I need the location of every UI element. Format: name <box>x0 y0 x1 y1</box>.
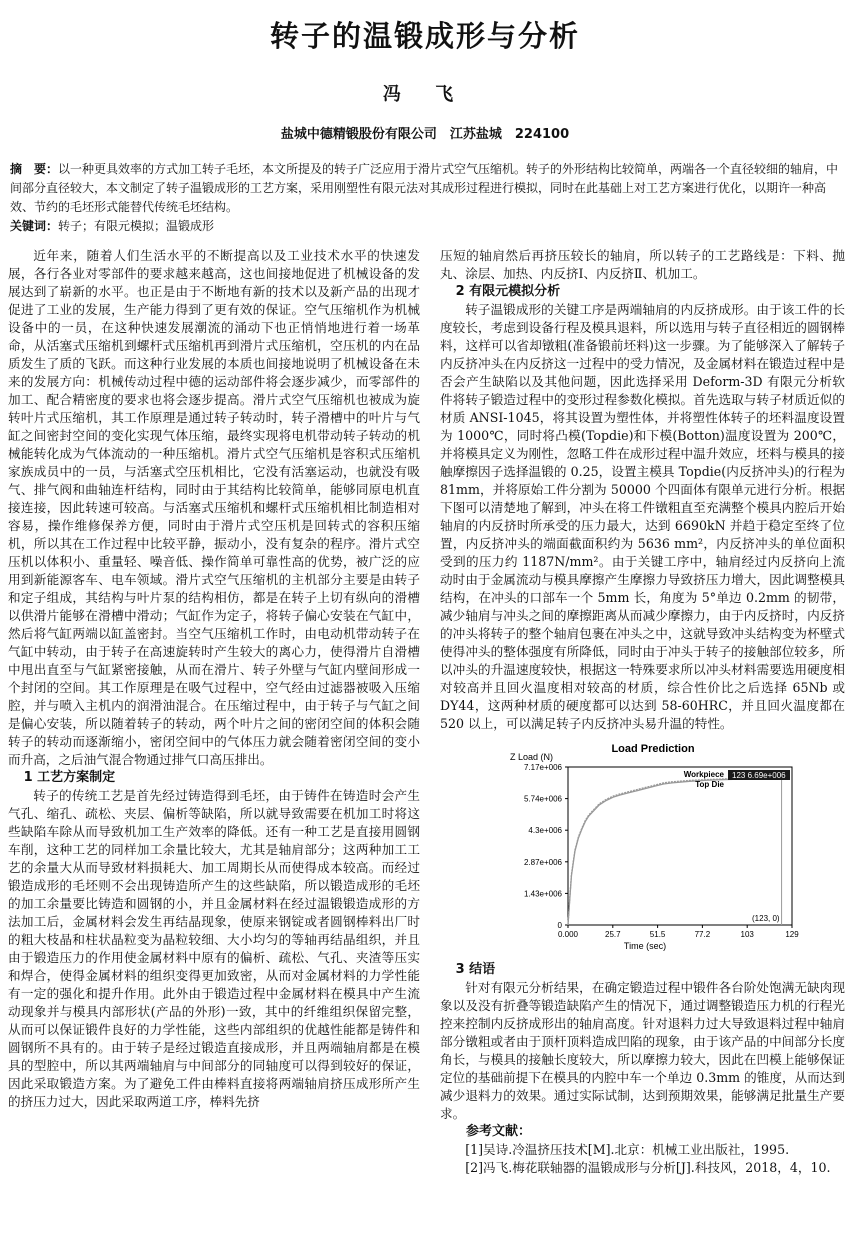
abstract-text: 以一种更具效率的方式加工转子毛坯，本文所提及的转子广泛应用于滑片式空气压缩机。转子的外形结构比较简单，两端各一个直径较细的轴肩，中间部分直径较大，本文制定了转子温锻成形的工艺方案，采用刚塑性有限元法对其成形过程进行模拟，同时在此基础上对工艺方案进行优化，以期许一种高效、节约的毛坯形式能替代传统毛坯结构。 <box>10 162 839 214</box>
abstract-paragraph <box>10 160 840 217</box>
y-tick-label: 0 <box>557 921 562 930</box>
chart-legend <box>684 770 790 789</box>
y-tick-label: 2.87e+006 <box>523 857 562 867</box>
series-line-workpiece <box>568 778 782 925</box>
y-tick-label: 4.3e+006 <box>528 826 562 836</box>
x-tick-label: 129 <box>785 930 799 939</box>
y-tick-label: 1.43e+006 <box>523 889 562 899</box>
chart-title: Load Prediction <box>611 743 695 755</box>
legend-entry: Top Die <box>695 780 724 789</box>
abstract-label: 摘 要： <box>10 162 59 176</box>
section2-paragraph: 转子温锻成形的关键工序是两端轴肩的内反挤成形。由于该工件的长度较长，考虑到设备行程及模具退料，所以选用与转子直径相近的圆钢棒料，这样可以省却镦粗(准备锻前坯料)这一步骤。为了能够深入了解转子内反挤冲头在内反挤这一过程中的受力情况，及金属材料在锻造过程中是否会产生缺陷以及其他问题，因此选择采用 Deform-3D 有限元分析软件将转子锻造过程中的变形过程参数化模拟。首先选取与转子材质近似的材质 ANSI-1045，将其设置为塑性体，并将塑性体转子的坯料温度设置为 1000℃，同时将凸模(Topdie)和下模(Botton)温度设置为 200℃，并将模具定义为刚性，忽略工件在成形过程中温升效应，坯料与模具的接触摩擦因子选择温锻的 0.25，设置主模具 Topdie(内反挤冲头)的行程为 81mm，并将原始工件分割为 50000 个四面体有限单元进行分析。根据下图可以清楚地了解到，冲头在将工件镦粗直至充满整个模具内腔后开始轴肩的内反挤时所承受的压力最大，达到 6690kN 并趋于稳定至终了位置，内反挤冲头的端面截面积约为 5636 mm²，内反挤冲头的单位面积受到的压力约 1187N/mm²。由于关键工序中，轴肩经过内反挤向上流动时由于金属流动与模具摩擦产生摩擦力导致挤压力增大，因此调整模具结构，在冲头的口部车一个 5mm 长，角度为 5°单边 0.2mm 的韧带，减少轴肩与冲头之间的摩擦距离从而减少摩擦力，由于内反挤时，内反挤的冲头将转子的整个轴肩包裹在冲头之中，这就导致冲头结构变为杯壁式使得冲头的整体强度有所降低，同时由于冲头于转子的接触部位较多，所以冲头的升温速度较快，根据这一特殊要求所以冲头材料需要选用硬度相对较高并且回火温度相对较高的材质，综合性价比之后选择 65Nb 或 DY44，这两种材质的硬度都可以达到 58-60HRC，并且回火温度都在 520 以上，可以满足转子内反挤冲头易升温的特性。 <box>440 302 845 731</box>
x-tick-label: 51.5 <box>649 930 666 939</box>
keywords-text: 转子；有限元模拟；温锻成形 <box>58 219 215 233</box>
intro-paragraph: 近年来，随着人们生活水平的不断提高以及工业技术水平的快速发展，各行各业对零部件的要求越来越高，这也间接地促进了机械设备的发展达到了崭新的水平。也正是由于不断地有新的技术以及新产品的出现才促进了工业的发展，生产能力得到了更有效的保证。空气压缩机作为机械设备中的一员，在这种快速发展潮流的涌动下也正悄悄地进行着一场革命，从活塞式压缩机到螺杆式压缩机再到滑片式压缩机，空压机的内在品质发生了质的飞跃。而这种行业发展的本质也间接地说明了机械设备在未来的发展方向：机械传动过程中德的运动部件将会逐步减少，而零部件的加工、配合精密度的要求也将会逐步提高。滑片式空气压缩机也被成为旋转叶片式压缩机，其工作原理是通过转子转动时，转子滑槽中的叶片与气缸之间密封空间的变化实现气体压缩，最终实现将电机带动转子转动的机械能转化成为气体流动的一种压缩机。滑片式空气压缩机是容积式压缩机家族成员中的一员，与活塞式空压机相比，它没有活塞运动，也就没有吸气、排气阀和曲轴连杆结构，同时由于其结构比较简单，能够同原电机直接连接，因此转速可较高。与活塞式压缩机和螺杆式压缩机相比制造相对容易，操作维修保养方便，同时由于滑片式空压机是回转式的容积压缩机，所以其在工作过程中比较平静，振动小，没有复杂的程序。滑片式空压机以体积小、重量轻、噪音低、操作简单可靠性高的优势，被广泛的应用到新能源客车、电车领域。滑片式空气压缩机的主机部分主要是由转子和定子组成，其结构与叶片泵的结构相仿，都是在转子上切有纵向的滑槽以供滑片能够在滑槽中滑动；气缸作为定子，将转子偏心安装在气缸中，然后将气缸两端以缸盖密封。当空气压缩机工作时，由电动机带动转子在气缸中转动，由于转子在高速旋转时产生较大的离心力，使得滑片自滑槽中甩出直至与气缸紧密接触，从而在滑片、转子外壁与气缸内壁间形成一个封闭的空间。其工作原理是在吸气过程中，空气经由过滤器被吸入压缩腔，并与喷入主机内的润滑油混合。在压缩过程中，由于转子与气缸之间是偏心安装，所以随着转子的转动，两个叶片之间的密闭空间的体积会随转子的转动而逐渐缩小，密闭空间中的气体压力就会随着密闭空间的变小而升高，之后油气混合物通过排气口高压排出。 <box>8 248 420 767</box>
readout-text: 123 6.69e+006 <box>732 771 786 780</box>
keywords-line <box>10 217 840 236</box>
section3-paragraph: 针对有限元分析结果，在确定锻造过程中锻件各台阶处饱满无缺肉现象以及没有折叠等锻造缺陷产生的情况下，通过调整锻造压力机的行程光控来控制内反挤成形出的轴肩高度。针对退料力过大导致退料过程中轴肩部分镦粗或者由于顶杆顶料造成凹陷的现象，由于该产品的中间部分长度角长，与模具的接触长度较大，所以摩擦力较大，因此在凹模上能够保证定位的基础前提下在模具的内腔中车一个单边 0.3mm 的锥度，从而达到减少退料力的效果。通过实际试制，达到预期效果，能够满足批量生产要求。 <box>440 980 845 1121</box>
references-heading: 参考文献： <box>466 1124 532 1139</box>
section1-heading: 1 工艺方案制定 <box>23 770 116 785</box>
chart-end-label: (123, 0) <box>752 914 780 923</box>
x-tick-label: 25.7 <box>605 930 621 939</box>
legend-entry: Workpiece <box>683 770 724 779</box>
chart-ticks <box>524 763 799 939</box>
chart-y-axis-label: Z Load (N) <box>510 752 554 762</box>
reference-item: [2]冯飞.梅花联轴器的温锻成形与分析[J].科技风，2018，4，10. <box>465 1160 831 1175</box>
chart-series <box>568 778 782 925</box>
paper-title: 转子的温锻成形与分析 <box>269 19 580 53</box>
keywords-label: 关键词： <box>10 219 59 233</box>
author-name: 冯 飞 <box>382 84 468 105</box>
chart-axes <box>568 767 792 925</box>
section1-paragraph: 转子的传统工艺是首先经过铸造得到毛坯，由于铸件在铸造时会产生气孔、缩孔、疏松、夹层、偏析等缺陷，所以就导致需要在机加工时将这些缺陷车除从而导致机加工生产效率的降低。还有一种工艺是直接用圆钢车削，这种工艺的同样加工余量比较大，尤其是轴肩部分；这两种加工工艺的余量大从而导致材料损耗大、加工周期长从而使得成本较高。而经过锻造成形的毛坯则不会出现铸造所产生的这些缺陷，所以锻造成形的毛坯的加工余量要比铸造和圆钢的小，并且金属材料在经过温锻锻造成形的方法加工后，金属材料会发生再结晶现象，使原来钢锭或者圆钢棒料出厂时的粗大枝晶和柱状晶粒变为晶粒较细、大小均匀的等轴再结晶组织，并且由于锻造压力的作用使金属材料中原有的偏析、疏松、气孔、夹渣等压实和焊合，使得金属材料的组织变得更加致密，从而对金属材料的力学性能有一定的强化和提升作用。此外由于锻造过程中金属材料在模具中产生流动现象并与模具内部形状(产品的外形)一致，其中的纤维组织保留完整，从而可以保证锻件良好的力学性能，这些内部组织的优越性能都是铸件和圆钢所不具有的。由于转子是经过锻造直接成形，并且两端轴肩都是在模具的型腔中，所以其两端轴肩与中间部分的同轴度可以得到较好的保证，因此采取锻造方案。为了避免工件由棒料直接将两端轴肩挤压成形所产生的挤压力过大，因此采取两道工序，棒料先挤 <box>8 788 420 1109</box>
affiliation: 盐城中德精锻股份有限公司 江苏盐城 224100 <box>280 127 570 142</box>
x-tick-label: 77.2 <box>694 930 711 939</box>
abstract-block <box>10 160 840 236</box>
chart-svg <box>440 741 845 955</box>
x-tick-label: 103 <box>740 930 754 939</box>
chart-plot-frame <box>568 767 792 925</box>
chart-cursor-readout <box>728 770 790 780</box>
series-line-top-die <box>568 778 782 925</box>
load-prediction-chart <box>440 741 845 955</box>
right-column <box>440 247 845 1177</box>
x-tick-label: 0.000 <box>557 930 579 939</box>
chart-x-axis-label: Time (sec) <box>623 941 667 951</box>
y-tick-label: 7.17e+006 <box>523 763 562 772</box>
left-column <box>8 247 420 1111</box>
section3-heading: 3 结语 <box>455 962 496 977</box>
reference-item: [1]吴诗.冷温挤压技术[M].北京：机械工业出版社，1995. <box>465 1142 790 1157</box>
section2-heading: 2 有限元模拟分析 <box>455 284 561 299</box>
section1-continued: 压短的轴肩然后再挤压较长的轴肩，所以转子的工艺路线是：下料、抛丸、涂层、加热、内反挤Ⅰ、内反挤Ⅱ、机加工。 <box>440 248 845 281</box>
y-tick-label: 5.74e+006 <box>523 794 562 804</box>
